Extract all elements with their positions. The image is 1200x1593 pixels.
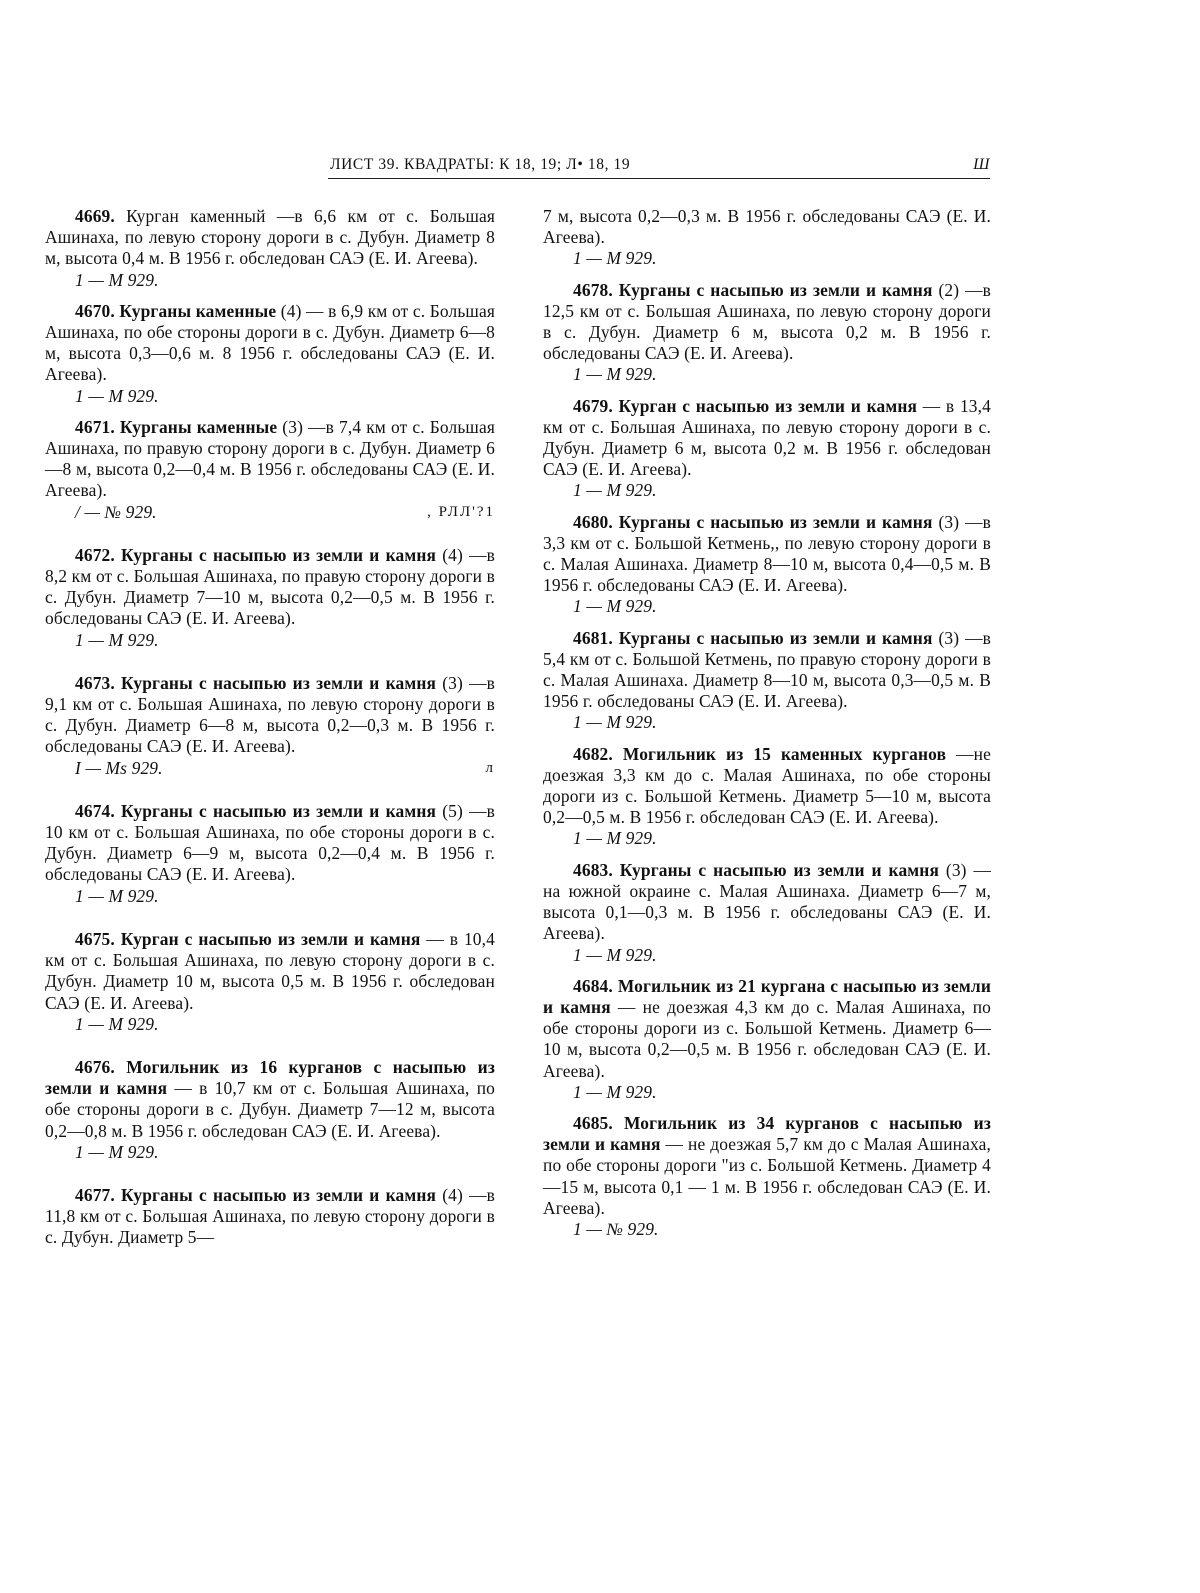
source-ref: 1 — № 929. xyxy=(573,1218,659,1239)
catalog-entry xyxy=(543,280,991,386)
entry-source xyxy=(45,886,495,907)
source-ref: 1 — М 929. xyxy=(573,248,657,269)
entry-source xyxy=(543,364,991,385)
source-ref: 1 — М 929. xyxy=(75,1141,159,1162)
source-ref: 1 — М 929. xyxy=(573,596,657,617)
entry-text xyxy=(543,512,991,597)
entry-heading: Курганы с насыпью из земли и камня xyxy=(114,800,437,821)
catalog-entry xyxy=(45,206,495,291)
source-ref: 1 — М 929. xyxy=(573,364,657,385)
catalog-entry xyxy=(45,545,495,651)
catalog-entry xyxy=(45,417,495,523)
entry-number: 4675. xyxy=(75,928,115,949)
entry-body: — не доезжая 5,7 км до с Малая Ашинаха, по обе стороны дороги "из с. Большой Кетмень. Диаметр 4—15 м, высота 0,1 — 1 м. В 1956 г. обследован САЭ (Е. И. Агеева). xyxy=(543,1134,991,1218)
entry-body: (3) —в 7,4 км от с. Большая Ашинаха, по правую сторону дороги в с. Дубун. Диаметр 6—8 м, высота 0,2—0,4 м. В 1956 г. обследованы САЭ (Е. И. Агеева). xyxy=(45,416,495,501)
entry-source xyxy=(543,945,991,966)
entry-text xyxy=(543,976,991,1082)
entry-text xyxy=(543,860,991,945)
entry-number: 4673. xyxy=(75,672,115,693)
catalog-entry xyxy=(45,929,495,1035)
source-ref: 1 — М 929. xyxy=(573,712,657,733)
source-ref: / — № 929. xyxy=(75,501,157,522)
entry-number: 4674. xyxy=(75,800,115,821)
entry-number: 4677. xyxy=(75,1184,115,1205)
source-ref: 1 — М 929. xyxy=(573,828,657,849)
entry-number: 4685. xyxy=(573,1112,613,1133)
header-title: ЛИСТ 39. КВАДРАТЫ: К 18, 19; Л• 18, 19 xyxy=(330,156,631,173)
entry-text xyxy=(45,417,495,502)
entry-number: 4684. xyxy=(573,975,613,996)
entry-body: Курган каменный —в 6,6 км от с. Большая Ашинаха, по левую сторону дороги в с. Дубун. Диаметр 8 м, высота 0,4 м. В 1956 г. обследован САЭ (Е. И. Агеева). xyxy=(45,206,495,269)
entry-body: — в 10,4 км от с. Большая Ашинаха, по левую сторону дороги в с. Дубун. Диаметр 10 м, высота 0,5 м. В 1956 г. обследован САЭ (Е. И. Агеева). xyxy=(45,928,495,1013)
catalog-entry xyxy=(45,301,495,407)
entry-number: 4683. xyxy=(573,859,613,880)
entry-source xyxy=(543,1219,991,1240)
entry-text xyxy=(543,1113,991,1219)
entry-body: (4) —в 11,8 км от с. Большая Ашинаха, по левую сторону дороги в с. Дубун. Диаметр 5— xyxy=(45,1184,495,1248)
running-header xyxy=(328,156,990,179)
entry-heading: Могильник из 16 курганов с насыпью из земли и камня xyxy=(45,1056,495,1099)
entry-text xyxy=(543,628,991,713)
catalog-entry xyxy=(45,673,495,779)
catalog-entry xyxy=(543,1113,991,1240)
entry-source xyxy=(45,758,495,779)
entry-source xyxy=(45,630,495,651)
entry-text xyxy=(45,545,495,630)
entry-number: 4680. xyxy=(573,511,613,532)
entry-body: (4) — в 6,9 км от с. Большая Ашинаха, по обе стороны дороги в с. Дубун. Диаметр 6—8 м, высота 0,3—0,6 м. 8 1956 г. обследованы САЭ (Е. И. Агеева). xyxy=(45,300,495,385)
entry-number: 4670. xyxy=(75,300,115,321)
source-ref: I — Ms 929. xyxy=(75,757,163,778)
entry-body: — не доезжая 4,3 км до с. Малая Ашинаха, по обе стороны дороги из с. Большой Кетмень. Диаметр 6—10 м, высота 0,2—0,5 м. В 1956 г. обследован САЭ (Е. И. Агеева). xyxy=(543,996,991,1081)
entry-heading: Курганы каменные xyxy=(114,300,277,321)
entry-body: (4) —в 8,2 км от с. Большая Ашинаха, по правую сторону дороги в с. Дубун. Диаметр 7—10 м, высота 0,2—0,5 м. В 1956 г. обследованы САЭ (Е. И. Агеева). xyxy=(45,544,495,629)
entry-number: 4669. xyxy=(75,206,115,226)
entry-body: — в 13,4 км от с. Большая Ашинаха, по левую сторону дороги в с. Дубун. Диаметр 6 м, высота 0,2 м. В 1956 г. обследован САЭ (Е. И. Агеева). xyxy=(543,395,991,480)
entry-heading: Курганы с насыпью из земли и камня xyxy=(612,859,940,880)
margin-note: л xyxy=(485,759,495,776)
entry-heading: Курган с насыпью из земли и камня xyxy=(612,395,918,416)
entry-source xyxy=(45,502,495,523)
entry-heading: Курганы с насыпью из земли и камня xyxy=(612,511,933,532)
entry-source xyxy=(45,1142,495,1163)
entry-body: (5) —в 10 км от с. Большая Ашинаха, по обе стороны дороги в с. Дубун. Диаметр 6—9 м, высота 0,2—0,4 м. В 1956 г. обследованы САЭ (Е. И. Агеева). xyxy=(45,800,495,885)
entry-heading: Курган с насыпью из земли и камня xyxy=(114,928,421,949)
right-column xyxy=(543,206,991,1250)
entry-text xyxy=(543,396,991,481)
source-ref: 1 — М 929. xyxy=(75,885,159,906)
entry-text xyxy=(45,929,495,1014)
catalog-entry xyxy=(543,628,991,734)
entry-text xyxy=(45,673,495,758)
catalog-entry xyxy=(543,206,991,270)
entry-number: 4679. xyxy=(573,395,613,416)
entry-body: — в 10,7 км от с. Большая Ашинаха, по обе стороны дороги в с. Дубун. Диаметр 7—12 м, высота 0,2—0,8 м. В 1956 г. обследован САЭ (Е. И. Агеева). xyxy=(45,1078,495,1141)
source-ref: 1 — М 929. xyxy=(573,1081,657,1102)
entry-number: 4672. xyxy=(75,544,115,565)
entry-body: (3) —в 5,4 км от с. Большой Кетмень, по правую сторону дороги в с. Малая Ашинаха. Диаметр 8—10 м, высота 0,3—0,5 м. В 1956 г. обследованы САЭ (Е. И. Агеева). xyxy=(543,627,992,712)
entry-number: 4676. xyxy=(75,1056,115,1077)
entry-heading: Могильник из 15 каменных курганов xyxy=(612,743,947,764)
source-ref: 1 — М 929. xyxy=(75,269,159,290)
entry-text xyxy=(45,301,495,386)
left-column xyxy=(45,206,495,1271)
entry-text xyxy=(45,1185,495,1249)
entry-body: (3) —в 9,1 км от с. Большая Ашинаха, по левую сторону дороги в с. Дубун. Диаметр 6—8 м, высота 0,2—0,3 м. В 1956 г. обследованы САЭ (Е. И. Агеева). xyxy=(45,672,495,757)
catalog-entry xyxy=(543,860,991,966)
entry-number: 4681. xyxy=(573,627,613,648)
entry-heading: Курганы с насыпью из земли и камня xyxy=(612,279,933,300)
entry-body: —не доезжая 3,3 км до с. Малая Ашинаха, по обе стороны дороги из с. Большой Кетмень. Диаметр 5—10 м, высота 0,2—0,5 м. В 1956 г. обследован САЭ (Е. И. Агеева). xyxy=(543,743,991,828)
entry-number: 4678. xyxy=(573,279,613,300)
entry-source xyxy=(543,480,991,501)
source-ref: 1 — М 929. xyxy=(75,385,159,406)
entry-text xyxy=(543,280,991,365)
margin-note: , РЛЛ'?1 xyxy=(427,503,495,520)
entry-source xyxy=(543,712,991,733)
entry-source xyxy=(543,248,991,269)
entry-text xyxy=(45,206,495,270)
catalog-entry xyxy=(45,801,495,907)
entry-source xyxy=(45,270,495,291)
catalog-entry xyxy=(543,512,991,618)
entry-body: (3) —в 3,3 км от с. Большой Кетмень,, по левую сторону дороги в с. Малая Ашинаха. Диаметр 8—10 м, высота 0,4—0,5 м. В 1956 г. обследованы САЭ (Е. И. Агеева). xyxy=(543,511,992,596)
entry-text xyxy=(543,206,991,248)
entry-source xyxy=(543,828,991,849)
entry-number: 4671. xyxy=(75,416,115,437)
entry-heading: Курганы каменные xyxy=(114,416,278,437)
catalog-entry xyxy=(45,1185,495,1249)
entry-number: 4682. xyxy=(573,743,613,764)
entry-text xyxy=(45,801,495,886)
entry-text xyxy=(45,1057,495,1142)
entry-text xyxy=(543,744,991,829)
entry-heading: Курганы с насыпью из земли и камня xyxy=(114,1184,437,1205)
entry-body: (2) —в 12,5 км от с. Большая Ашинаха, по левую сторону дороги в с. Дубун. Диаметр 6 м, высота 0,2 м. В 1956 г. обследованы САЭ (Е. И. Агеева). xyxy=(543,279,992,364)
page-number: Ш xyxy=(973,156,990,173)
entry-heading: Могильник из 21 кургана с насыпью из земли и камня xyxy=(543,975,991,1017)
source-ref: 1 — М 929. xyxy=(75,1013,159,1034)
source-ref: 1 — М 929. xyxy=(75,629,159,650)
source-ref: 1 — М 929. xyxy=(573,944,657,965)
catalog-entry xyxy=(543,976,991,1103)
entry-source xyxy=(543,596,991,617)
entry-heading: Курганы с насыпью из земли и камня xyxy=(612,627,933,648)
catalog-entry xyxy=(543,396,991,502)
entry-source xyxy=(45,386,495,407)
entry-body: 7 м, высота 0,2—0,3 м. В 1956 г. обследованы САЭ (Е. И. Агеева). xyxy=(543,206,991,248)
entry-source xyxy=(45,1014,495,1035)
entry-heading: Курганы с насыпью из земли и камня xyxy=(114,672,437,693)
catalog-entry xyxy=(543,744,991,850)
source-ref: 1 — М 929. xyxy=(573,480,657,501)
entry-heading: Курганы с насыпью из земли и камня xyxy=(114,544,437,565)
catalog-entry xyxy=(45,1057,495,1163)
entry-heading: Могильник из 34 курганов с насыпью из земли и камня xyxy=(543,1112,991,1155)
entry-source xyxy=(543,1082,991,1103)
entry-body: (3) — на южной окраине с. Малая Ашинаха. Диаметр 6—7 м, высота 0,1—0,3 м. В 1956 г. обследованы САЭ (Е. И. Агеева). xyxy=(543,859,991,944)
